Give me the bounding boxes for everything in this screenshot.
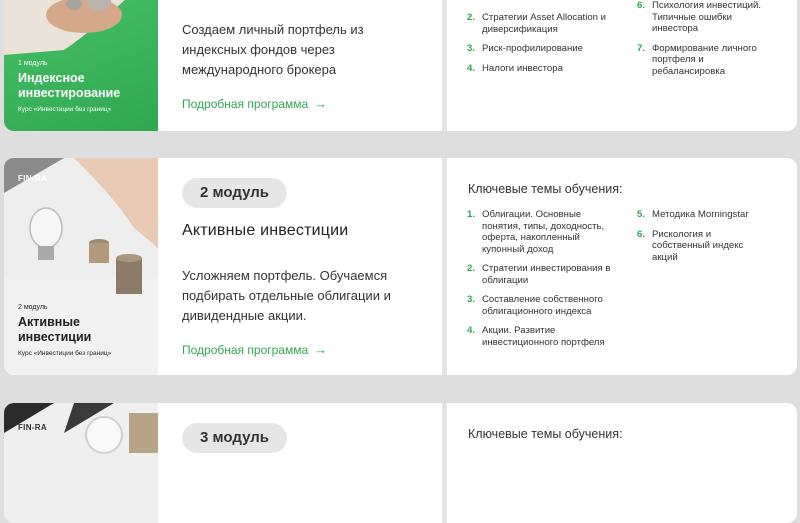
module-2-program-link[interactable] — [182, 342, 327, 357]
cover-subtitle: Курс «Инвестиции без границ» — [18, 106, 112, 113]
topic-item: 3. Составление собственного облигационного индекса — [467, 294, 603, 317]
module-3-badge: 3 модуль — [182, 423, 287, 453]
fin-ra-logo: FIN-RA — [18, 174, 47, 183]
cover-subtitle: Курс «Инвестиции без границ» — [18, 350, 112, 357]
module-2-description: Усложняем портфель. Обучаемся подбирать отдельные облигации и дивидендные акции. — [182, 268, 391, 323]
topics-list-col1 — [467, 12, 617, 82]
topic-item: 6. Психология инвестиций. Типичные ошибки инвестора — [637, 0, 762, 34]
topic-item: 2. Стратегии инвестирования в облигации — [467, 263, 611, 286]
link-label: Подробная программа — [182, 97, 309, 111]
topics-heading: Ключевые темы обучения: — [468, 427, 623, 441]
module-card-3 — [4, 403, 797, 523]
cover-module-label: 2 модуль — [18, 304, 48, 311]
cover-title: Индексное инвестирование — [18, 71, 121, 100]
cover-photo — [4, 403, 158, 523]
module-1-program-link[interactable] — [182, 96, 327, 111]
module-2-badge: 2 модуль — [182, 178, 287, 208]
module-1-description: Создаем личный портфель из индексных фондов через международного брокера — [182, 22, 364, 77]
topics-heading: Ключевые темы обучения: — [468, 182, 623, 196]
topic-item: 3. Риск-профилирование — [467, 43, 584, 54]
module-3-cover[interactable] — [4, 403, 158, 523]
cover-module-label: 1 модуль — [18, 60, 48, 67]
topic-item: 6. Рискология и собственный индекс акций — [637, 228, 744, 263]
module-2-cover[interactable] — [4, 158, 158, 375]
topic-item: 4. Акции. Развитие инвестиционного портфеля — [467, 325, 605, 348]
topic-item: 2. Стратегии Asset Allocation и диверсификация — [467, 12, 607, 35]
module-card-1 — [4, 0, 797, 131]
topics-list-col2 — [637, 0, 767, 85]
topics-list-col1 — [467, 209, 617, 356]
topics-list-col2 — [637, 209, 767, 271]
arrow-right-icon: → — [314, 96, 328, 111]
topic-item: 7. Формирование личного портфеля и ребалансировка — [637, 42, 757, 77]
module-1-cover[interactable] — [4, 0, 158, 131]
topic-item: 1. Облигации. Основные понятия, типы, доходность, оферта, накопленный купонный доход — [467, 209, 605, 255]
link-label: Подробная программа — [182, 343, 309, 357]
topic-item: 5. Методика Morningstar — [637, 209, 749, 220]
cover-title: Активные инвестиции — [18, 315, 92, 344]
topic-item: 4. Налоги инвестора — [467, 62, 563, 74]
fin-ra-logo: FIN-RA — [18, 423, 47, 432]
arrow-right-icon: → — [314, 342, 328, 357]
module-2-title: Активные инвестиции — [182, 222, 349, 239]
module-card-2 — [4, 158, 797, 375]
